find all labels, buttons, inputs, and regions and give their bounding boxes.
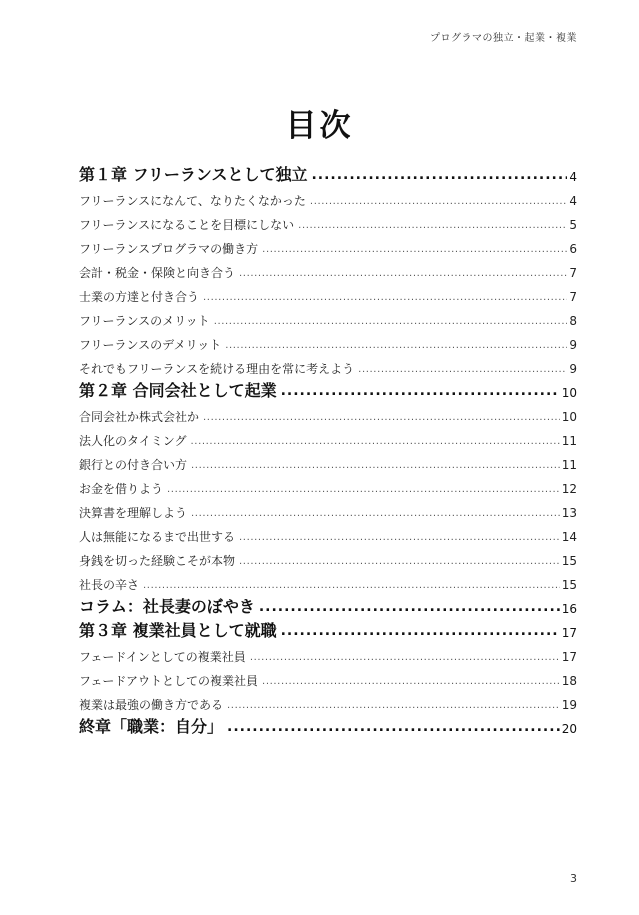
toc-page-number: 4 [569,194,577,208]
toc-entry-label: 士業の方達と付き合う [79,290,200,304]
toc-leader-dots [259,599,560,616]
toc-entry-label: 会計・税金・保険と向き合う [79,266,236,280]
toc-entry-label: コラム：社長妻のぼやき [79,597,255,616]
toc-leader-dots [225,340,567,352]
toc-chapter-2[interactable] [79,376,577,400]
toc-entry-label: 決算書を理解しよう [79,506,188,520]
toc-section[interactable] [79,496,577,520]
toc-leader-dots [281,383,560,400]
toc-section[interactable] [79,184,577,208]
toc-entry-label: 身銭を切った経験こそが本物 [79,554,236,568]
toc-page-number: 10 [561,410,577,424]
toc-section[interactable] [79,256,577,280]
running-header: プログラマの独立・起業・複業 [430,33,577,44]
toc-page-number: 7 [569,290,577,304]
toc-leader-dots [191,460,560,472]
toc-entry-label: フェードアウトとしての複業社員 [79,674,259,688]
toc-section[interactable] [79,328,577,352]
toc-section[interactable] [79,568,577,592]
toc-section[interactable] [79,352,577,376]
toc-section[interactable] [79,304,577,328]
page-number: 3 [570,872,577,885]
toc-entry-label: それでもフリーランスを続ける理由を常に考えよう [79,362,355,376]
toc-entry-label: 第２章 合同会社として起業 [79,381,277,400]
toc-leader-dots [239,556,560,568]
toc-entry-label: フリーランスプログラマの働き方 [79,242,259,256]
toc-page-number: 17 [561,626,577,640]
toc-page-number: 6 [569,242,577,256]
toc-entry-label: フリーランスのデメリット [79,338,222,352]
toc-entry-label: フリーランスのメリット [79,314,210,328]
toc-leader-dots [191,508,560,520]
toc-entry-label: フリーランスになることを目標にしない [79,218,295,232]
toc-chapter-3[interactable] [79,616,577,640]
toc-entry-label: 第３章 複業社員として就職 [79,621,277,640]
toc-section[interactable] [79,688,577,712]
toc-page-number: 14 [561,530,577,544]
toc-page-number: 10 [561,386,577,400]
toc-entry-label: 合同会社か株式会社か [79,410,200,424]
toc-leader-dots [143,580,560,592]
toc-leader-dots [310,196,567,208]
toc-entry-label: 終章「職業：自分」 [79,717,224,736]
toc-section[interactable] [79,424,577,448]
toc-leader-dots [250,652,560,664]
toc-chapter-column[interactable] [79,592,577,616]
toc-page-number: 5 [569,218,577,232]
toc-page-number: 17 [561,650,577,664]
toc-page-number: 19 [561,698,577,712]
toc-entry-label: 社長の辛さ [79,578,140,592]
toc-entry-label: フェードインとしての複業社員 [79,650,246,664]
toc-entry-label: お金を借りよう [79,482,164,496]
toc-section[interactable] [79,280,577,304]
toc-section[interactable] [79,232,577,256]
toc-entry-label: フリーランスになんて、なりたくなかった [79,194,306,208]
toc-chapter-final[interactable] [79,712,577,736]
table-of-contents [79,160,577,736]
toc-leader-dots [262,676,560,688]
toc-page-number: 16 [561,602,577,616]
toc-page-number: 9 [569,338,577,352]
toc-page-number: 12 [561,482,577,496]
toc-page-number: 18 [561,674,577,688]
toc-page-number: 7 [569,266,577,280]
toc-section[interactable] [79,472,577,496]
toc-section[interactable] [79,448,577,472]
toc-leader-dots [281,623,560,640]
toc-page-number: 11 [561,458,577,472]
toc-page-number: 15 [561,554,577,568]
toc-page-number: 13 [561,506,577,520]
toc-leader-dots [262,244,567,256]
toc-page-number: 20 [561,722,577,736]
toc-entry-label: 第１章 フリーランスとして独立 [79,165,308,184]
toc-leader-dots [227,700,560,712]
toc-leader-dots [167,484,560,496]
toc-leader-dots [239,268,567,280]
toc-leader-dots [203,292,567,304]
toc-page-number: 8 [569,314,577,328]
toc-section[interactable] [79,208,577,232]
toc-leader-dots [191,436,560,448]
toc-chapter-1[interactable] [79,160,577,184]
toc-page-number: 15 [561,578,577,592]
toc-leader-dots [239,532,560,544]
toc-entry-label: 複業は最強の働き方である [79,698,224,712]
toc-leader-dots [214,316,568,328]
toc-section[interactable] [79,544,577,568]
toc-section[interactable] [79,520,577,544]
toc-section[interactable] [79,640,577,664]
toc-section[interactable] [79,664,577,688]
toc-leader-dots [227,719,560,736]
toc-section[interactable] [79,400,577,424]
toc-entry-label: 人は無能になるまで出世する [79,530,236,544]
toc-page-number: 9 [569,362,577,376]
toc-leader-dots [203,412,560,424]
toc-page-number: 11 [561,434,577,448]
toc-leader-dots [298,220,567,232]
toc-page-number: 4 [569,170,577,184]
toc-entry-label: 銀行との付き合い方 [79,458,188,472]
toc-leader-dots [358,364,567,376]
toc-entry-label: 法人化のタイミング [79,434,187,448]
toc-leader-dots [311,167,567,184]
toc-title: 目次 [285,108,354,144]
